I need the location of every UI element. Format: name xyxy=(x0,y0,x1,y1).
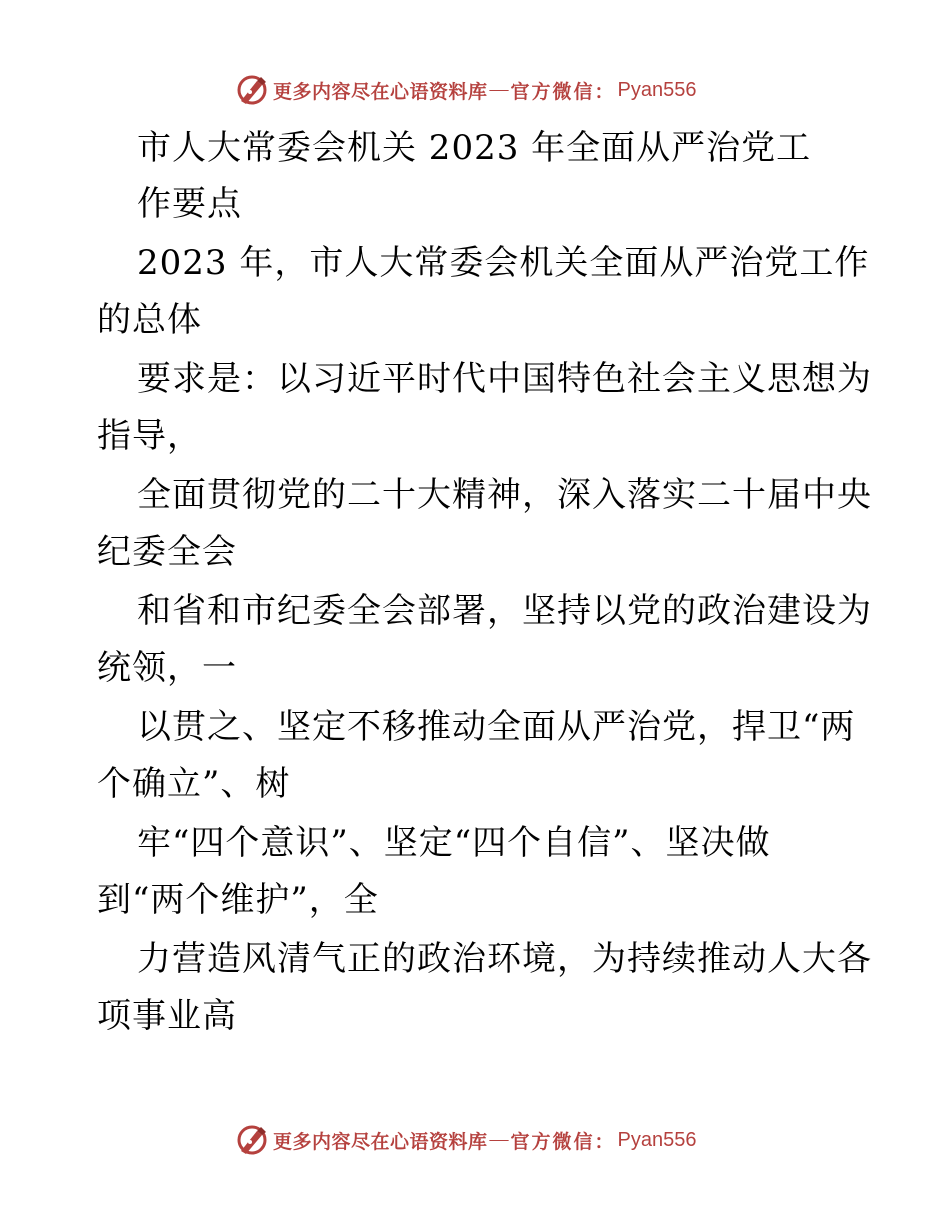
paragraph-line: 全面贯彻党的二十大精神，深入落实二十届中央 xyxy=(137,475,872,515)
paragraph-line: 纪委全会 xyxy=(97,532,237,572)
watermark-wechat-id: Pyan556 xyxy=(617,78,697,101)
paragraph-line: 的总体 xyxy=(97,300,202,340)
paragraph-line: 到“两个维护”，全 xyxy=(97,880,379,920)
paragraph-line: 力营造风清气正的政治环境，为持续推动人大各 xyxy=(137,939,872,979)
paragraph-line: 指导， xyxy=(97,416,202,456)
paragraph-line: 牢“四个意识”、坚定“四个自信”、坚决做 xyxy=(137,823,771,863)
watermark-slogan: 更多内容尽在心语资料库 xyxy=(273,1130,488,1153)
footer-watermark xyxy=(235,1122,697,1158)
paragraph-line: 要求是：以习近平时代中国特色社会主义思想为 xyxy=(137,359,872,399)
watermark-slogan: 更多内容尽在心语资料库 xyxy=(273,80,488,103)
header-watermark xyxy=(235,72,697,108)
watermark-wechat-label: 官方微信： xyxy=(510,1130,616,1153)
paragraph-line: 2023 年，市人大常委会机关全面从严治党工作 xyxy=(137,243,870,283)
paragraph-line: 统领，一 xyxy=(97,648,237,688)
pen-nib-logo-icon xyxy=(235,1123,269,1157)
paragraph-line: 和省和市纪委全会部署，坚持以党的政治建设为 xyxy=(137,591,872,631)
title-line-1: 市人大常委会机关 2023 年全面从严治党工 xyxy=(137,128,812,168)
watermark-wechat-id: Pyan556 xyxy=(617,1128,697,1151)
watermark-dash: — xyxy=(489,79,509,100)
paragraph-line: 项事业高 xyxy=(97,996,237,1036)
paragraph-line: 以贯之、坚定不移推动全面从严治党，捍卫“两 xyxy=(137,707,856,747)
watermark-dash: — xyxy=(489,1129,509,1150)
pen-nib-logo-icon xyxy=(235,73,269,107)
title-line-2: 作要点 xyxy=(137,184,242,224)
watermark-wechat-label: 官方微信： xyxy=(510,80,616,103)
paragraph-line: 个确立”、树 xyxy=(97,764,291,804)
